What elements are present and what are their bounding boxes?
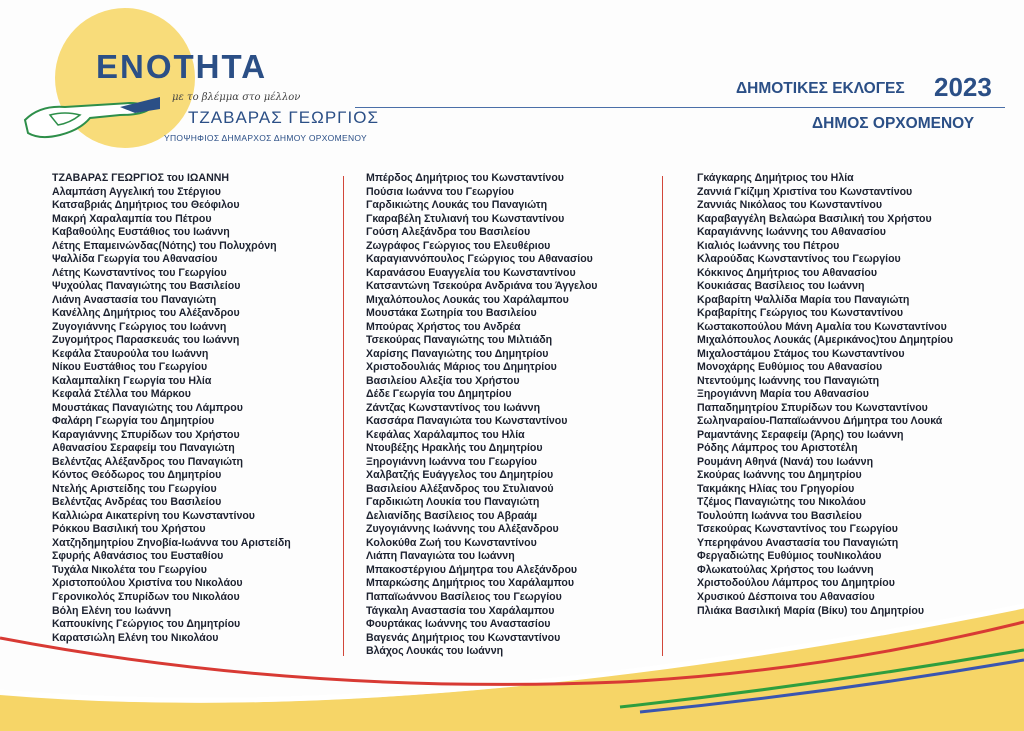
candidate-list-item: Τζέμος Παναγιώτης του Νικολάου [697, 496, 866, 509]
candidate-list-item: Χαλβατζής Ευάγγελος του Δημητρίου [366, 469, 554, 482]
candidate-list-item: Λέτης Επαμεινώνδας(Νότης) του Πολυχρόνη [52, 239, 277, 252]
candidate-list-item: Πλιάκα Βασιλική Μαρία (Βίκυ) του Δημητρίου [697, 604, 924, 617]
candidate-list-item: Μακρή Χαραλαμπία του Πέτρου [52, 212, 212, 225]
candidate-list-item: Φαλάρη Γεωργία του Δημητρίου [52, 415, 215, 428]
candidate-list-item: Τακμάκης Ηλίας του Γρηγορίου [697, 482, 855, 495]
candidate-list-item: Κολοκύθα Ζωή του Κωνσταντίνου [366, 536, 537, 549]
candidate-list-item: Λιάνη Αναστασία του Παναγιώτη [52, 293, 217, 306]
candidate-list-item: Καραγιαννόπουλος Γεώργιος του Αθανασίου [366, 253, 593, 266]
candidate-list-item: Παπαϊωάννου Βασίλειος του Γεωργίου [366, 590, 562, 603]
candidates-column-2 [366, 172, 597, 659]
candidate-list-item: Σωληναραίου-Παπαϊωάννου Δήμητρα του Λουκά [697, 415, 943, 428]
candidate-list-item: Ξηρογιάννη Μαρία του Αθανασίου [697, 388, 869, 401]
candidate-list-item: Μουστάκας Παναγιώτης του Λάμπρου [52, 401, 243, 414]
handshake-logo-icon [20, 85, 160, 155]
candidate-list-item: Φεργαδιώτης Ευθύμιος τουΝικολάου [697, 550, 882, 563]
candidate-list-item: Μιχαλόπουλος Λουκάς του Χαράλαμπου [366, 293, 569, 306]
election-year: 2023 [934, 72, 992, 102]
candidate-list-item: Τουλούπη Ιωάννα του Βασιλείου [697, 509, 862, 522]
candidate-list-item: Ξηρογιάννη Ιωάννα του Γεωργίου [366, 455, 537, 468]
decorative-waves [0, 600, 1024, 731]
candidate-list-item: Καπουκίνης Γεώργιος του Δημητρίου [52, 618, 241, 631]
candidate-list-item: Λιάπη Παναγιώτα του Ιωάννη [366, 550, 515, 563]
candidate-list-item: Ντελής Αριστείδης του Γεωργίου [52, 482, 217, 495]
candidate-list-item: Υπερηφάνου Αναστασία του Παναγιώτη [697, 536, 899, 549]
candidate-list-item: Χρυσικού Δέσποινα του Αθανασίου [697, 590, 875, 603]
candidate-list-item: Βαγενάς Δημήτριος του Κωνσταντίνου [366, 631, 561, 644]
candidate-list-item: Χριστοδουλιάς Μάριος του Δημητρίου [366, 361, 557, 374]
candidate-list-item: Δέδε Γεωργία του Δημητρίου [366, 388, 512, 401]
candidate-list-item: Ψαλλίδα Γεωργία του Αθανασίου [52, 253, 218, 266]
candidate-list-item: Ντουβέξης Ηρακλής του Δημητρίου [366, 442, 543, 455]
candidate-list-item: Κιαλιός Ιωάννης του Πέτρου [697, 239, 840, 252]
candidate-list-item: Μπακοστέργιου Δήμητρα του Αλεξάνδρου [366, 563, 578, 576]
candidate-list-item: Τσεκούρας Παναγιώτης του Μιλτιάδη [366, 334, 553, 347]
candidate-list-item: Κατσαβριάς Δημήτριος του Θεόφιλου [52, 199, 240, 212]
candidate-list-item: Γαρδικιώτης Λουκάς του Παναγιώτη [366, 199, 548, 212]
candidate-list-item: Γκαραβέλη Στυλιανή του Κωνσταντίνου [366, 212, 565, 225]
candidate-list-item: Ζαννιά Γκίζιμη Χριστίνα του Κωνσταντίνου [697, 185, 913, 198]
candidates-column-3 [697, 172, 953, 618]
candidate-list-item: Κόκκινος Δημήτριος του Αθανασίου [697, 266, 877, 279]
candidate-list-item: Δελιανίδης Βασίλειος του Αβραάμ [366, 509, 538, 522]
candidate-list-item: Ζάντζας Κωνσταντίνος του Ιωάννη [366, 401, 541, 414]
candidate-list-item: Ζυγομήτρος Παρασκευάς του Ιωάννη [52, 334, 240, 347]
candidate-list-item: Βλάχος Λουκάς του Ιωάννη [366, 645, 504, 658]
candidate-list-item: Χαρίσης Παναγιώτης του Δημητρίου [366, 347, 549, 360]
candidate-list-item: Σκούρας Ιωάννης του Δημητρίου [697, 469, 862, 482]
candidate-list-item: Νίκου Ευστάθιος του Γεωργίου [52, 361, 208, 374]
candidate-list-item: Ρόκκου Βασιλική του Χρήστου [52, 523, 206, 536]
candidate-list-item: Βελέντζας Ανδρέας του Βασιλείου [52, 496, 222, 509]
candidate-list-item: Κεφαλά Στέλλα του Μάρκου [52, 388, 191, 401]
candidate-list-item: Παπαδημητρίου Σπυρίδων του Κωνσταντίνου [697, 401, 928, 414]
candidate-list-item: Κουκιάσας Βασίλειος του Ιωάννη [697, 280, 865, 293]
candidate-list-item: Μπέρδος Δημήτριος του Κωνσταντίνου [366, 172, 564, 184]
candidate-list-item: Κραβαρίτη Ψαλλίδα Μαρία του Παναγιώτη [697, 293, 910, 306]
candidate-list-item: Ραμαντάνης Σεραφείμ (Άρης) του Ιωάννη [697, 428, 904, 441]
candidate-list-item: Βασιλείου Αλέξανδρος του Στυλιανού [366, 482, 554, 495]
candidates-column-1 [52, 172, 291, 645]
column-divider [662, 176, 663, 656]
column-divider [343, 176, 344, 656]
party-slogan: με το βλέμμα στο μέλλον [172, 92, 301, 103]
candidate-title: ΥΠΟΨΗΦΙΟΣ ΔΗΜΑΡΧΟΣ ΔΗΜΟΥ ΟΡΧΟΜΕΝΟΥ [164, 133, 367, 143]
candidate-list-item: Γερονικολός Σπυρίδων του Νικολάου [52, 590, 240, 603]
candidate-list-item: Καβαθούλης Ευστάθιος του Ιωάννη [52, 226, 230, 239]
candidate-list-item: Βελέντζας Αλέξανδρος του Παναγιώτη [52, 455, 244, 468]
candidate-list-item: Τσεκούρας Κωνσταντίνος του Γεωργίου [697, 523, 898, 536]
candidate-list-item: Κλαρούδας Κωνσταντίνος του Γεωργίου [697, 253, 901, 266]
candidate-list-item: Χριστοδούλου Λάμπρος του Δημητρίου [697, 577, 895, 590]
candidate-list-item: Ρόδης Λάμπρος του Αριστοτέλη [697, 442, 858, 455]
candidate-list-item: Ζαννιάς Νικόλαος του Κωνσταντίνου [697, 199, 883, 212]
candidate-list-item: Αθανασίου Σεραφείμ του Παναγιώτη [52, 442, 235, 455]
party-brand-title: ΕΝΟΤΗΤΑ [96, 48, 268, 85]
candidate-list-item: Τυχάλα Νικολέτα του Γεωργίου [52, 563, 207, 576]
candidate-list-item: Κωστακοπούλου Μάνη Αμαλία του Κωνσταντίνου [697, 320, 947, 333]
candidate-list-item: Καλλιώρα Αικατερίνη του Κωνσταντίνου [52, 509, 255, 522]
candidate-list-item: Μπούρας Χρήστος του Ανδρέα [366, 320, 521, 333]
candidate-list-item: Κεφάλας Χαράλαμπος του Ηλία [366, 428, 525, 441]
municipality-label: ΔΗΜΟΣ ΟΡΧΟΜΕΝΟΥ [812, 115, 975, 132]
candidate-list-item: Κανέλλης Δημήτριος του Αλέξανδρου [52, 307, 240, 320]
candidate-list-item: Μουστάκα Σωτηρία του Βασιλείου [366, 307, 537, 320]
candidate-list-item: Χριστοπούλου Χριστίνα του Νικολάου [52, 577, 243, 590]
candidate-list-item: Σφυρής Αθανάσιος του Ευσταθίου [52, 550, 224, 563]
candidate-list-item: Καραγιάννης Ιωάννης του Αθανασίου [697, 226, 886, 239]
candidate-list-item: Ζυγογιάννης Γεώργιος του Ιωάννη [52, 320, 227, 333]
candidate-list-item: Καραβαγγέλη Βελαώρα Βασιλική του Χρήστου [697, 212, 932, 225]
candidate-list-item: Μιχαλοστάμου Στάμος του Κωνσταντίνου [697, 347, 905, 360]
candidate-list-item: Μονοχάρης Ευθύμιος του Αθανασίου [697, 361, 883, 374]
candidate-list-item: Φλωκατούλας Χρήστος του Ιωάννη [697, 563, 874, 576]
candidate-list-item: Χατζηδημητρίου Ζηνοβία-Ιωάννα του Αριστείδη [52, 536, 291, 549]
candidate-list-item: Ψυχούλας Παναγιώτης του Βασιλείου [52, 280, 241, 293]
candidate-list-item: Αλαμπάση Αγγελική του Στέργιου [52, 185, 221, 198]
candidate-list-item: Κατσαντώνη Τσεκούρα Ανδριάνα του Άγγελου [366, 280, 598, 293]
candidate-list-item: Καρατσιώλη Ελένη του Νικολάου [52, 631, 219, 644]
candidate-list-item: Μπαρκώσης Δημήτριος του Χαράλαμπου [366, 577, 575, 590]
candidate-list-item: Φουρτάκας Ιωάννης του Αναστασίου [366, 618, 551, 631]
candidate-list-item: Κεφάλα Σταυρούλα του Ιωάννη [52, 347, 209, 360]
candidate-list-item: Γαρδικιώτη Λουκία του Παναγιώτη [366, 496, 540, 509]
candidate-list-item: Καραγιάννης Σπυρίδων του Χρήστου [52, 428, 240, 441]
candidate-list-item: Τάγκαλη Αναστασία του Χαράλαμπου [366, 604, 555, 617]
candidate-list-item: Γούση Αλεξάνδρα του Βασιλείου [366, 226, 531, 239]
candidate-list-item: Πούσια Ιωάννα του Γεωργίου [366, 185, 514, 198]
header-divider [355, 107, 1005, 108]
candidate-list-item: Ζωγράφος Γεώργιος του Ελευθέριου [366, 239, 551, 252]
candidate-list-item: Καλαμπαλίκη Γεωργία του Ηλία [52, 374, 212, 387]
elections-label: ΔΗΜΟΤΙΚΕΣ ΕΚΛΟΓΕΣ [736, 80, 905, 97]
candidate-list-item: Γκάγκαρης Δημήτριος του Ηλία [697, 172, 854, 184]
candidate-list-item: Ζυγογιάννης Ιωάννης του Αλέξανδρου [366, 523, 559, 536]
candidate-list-item: Βασιλείου Αλεξία του Χρήστου [366, 374, 520, 387]
candidate-list-item: Λέτης Κωνσταντίνος του Γεωργίου [52, 266, 227, 279]
candidate-name: ΤΖΑΒΑΡΑΣ ΓΕΩΡΓΙΟΣ [188, 108, 380, 127]
candidate-list-item: Κόντος Θεόδωρος του Δημητρίου [52, 469, 222, 482]
candidate-list-item: Μιχαλόπουλος Λουκάς (Αμερικάνος)του Δημητρίου [697, 334, 954, 347]
candidate-list-item: Καρανάσου Ευαγγελία του Κωνσταντίνου [366, 266, 576, 279]
candidate-list-item: Κασσάρα Παναγιώτα του Κωνσταντίνου [366, 415, 568, 428]
candidate-list-item: Ρουμάνη Αθηνά (Νανά) του Ιωάννη [697, 455, 874, 468]
candidate-list-item: Βόλη Ελένη του Ιωάννη [52, 604, 172, 617]
candidate-list-item: ΤΖΑΒΑΡΑΣ ΓΕΩΡΓΙΟΣ του ΙΩΑΝΝΗ [52, 172, 230, 184]
candidate-list-item: Ντεντούμης Ιωάννης του Παναγιώτη [697, 374, 880, 387]
candidate-list-item: Κραβαρίτης Γεώργιος του Κωνσταντίνου [697, 307, 904, 320]
